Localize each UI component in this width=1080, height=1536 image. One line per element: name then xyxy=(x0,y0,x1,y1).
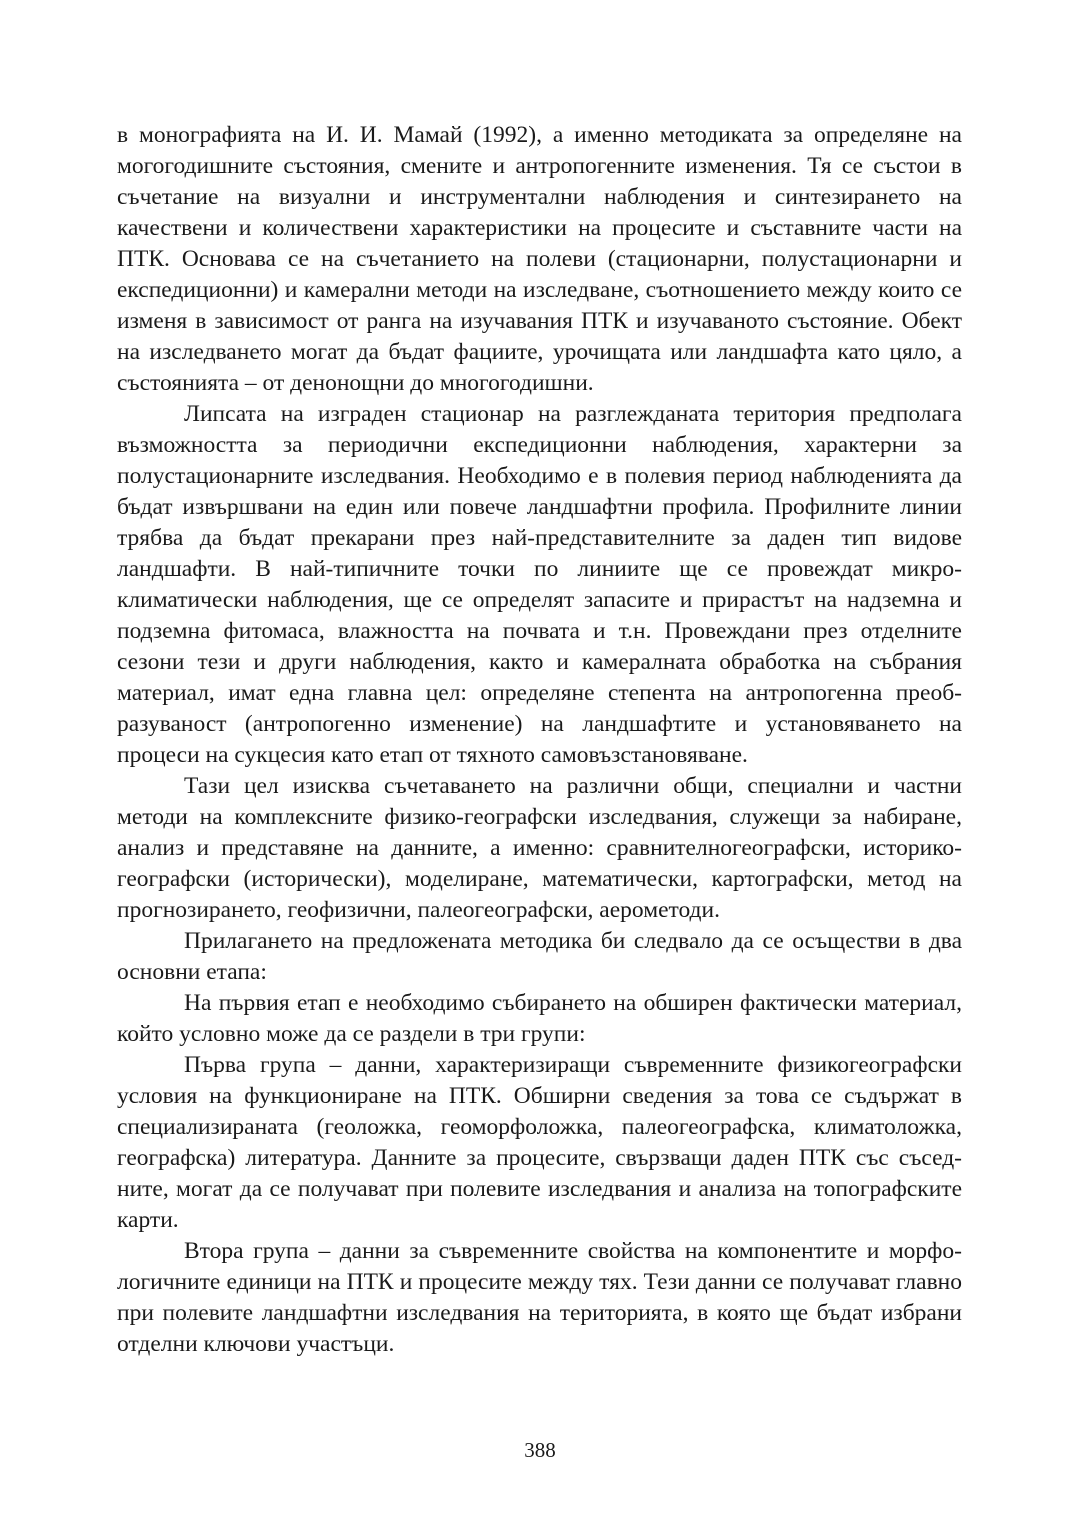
page-number: 388 xyxy=(524,1438,556,1462)
paragraph: Тази цел изисква съчетаването на различни общи, специални и частни методи на комплексните физико-географски изследвания, служещи за набиране, анализ и представяне на данните, а именно: сравнителногеографски, историко-географски (исторически), моделиране, математически, картографски, метод на прогнозирането, геофизични, палеогеографски, аерометоди. xyxy=(117,773,962,923)
paragraph: Прилагането на предложената методика би следвало да се осъществи в два основни етапа: xyxy=(117,928,962,985)
paragraph-continuation: в монографията на И. И. Мамай (1992), а именно методиката за определяне на могогодишните състояния, смените и антропогенните изменения. Тя се състои в съчетание на визуални и инструментални наблюдения и синтезирането на качествени и количествени характеристики на процесите и съставните части на ПТК. Основава се на съчетанието на полеви (стационарни, полустационарни и експедиционни) и камерални методи на изследване, съотношението между които се изменя в зависимост от ранга на изучавания ПТК и изучаваното състояние. Обект на изследването могат да бъдат фациите, урочищата или ландшафта като цяло, а състоянията – от денонощни до многогодишни. xyxy=(117,122,962,396)
paragraph: Липсата на изграден стационар на разглежданата територия предполага възможността за периодични експедиционни наблюдения, характерни за полустационарните изследвания. Необходимо е в полевия период наблюденията да бъдат извършвани на един или повече ландшафтни профила. Профилните линии трябва да бъдат прекарани през най-представителните за даден тип видове ландшафти. В най-типичните точки по линиите ще се провеждат микроклиматически наблюдения, ще се определят запасите и прирастът на надземна и подземна фитомаса, влажността на почвата и т.н. Провеждани през отделните сезони тези и други наблюдения, както и камералната обработка на събрания материал, имат една главна цел: определяне степента на антропогенна преобразуваност (антропогенно изменение) на ландшафтите и установяването на процеси на сукцесия като етап от тяхното самовъзстановяване. xyxy=(117,401,962,768)
paragraph: Първа група – данни, характеризиращи съвременните физикогеографски условия на функциониране на ПТК. Обширни сведения за това се съдържат в специализираната (геоложка, геоморфоложка, палеогеографска, климатоложка, географска) литература. Данните за процесите, свързващи даден ПТК със съседните, могат да се получават при полевите изследвания и анализа на топографските карти. xyxy=(117,1052,962,1233)
paragraph: Втора група – данни за съвременните свойства на компонентите и морфологичните единици на ПТК и процесите между тях. Тези данни се получават главно при полевите ландшафтни изследвания на територията, в която ще бъдат избрани отделни ключови участъци. xyxy=(117,1238,962,1357)
body-text xyxy=(117,120,962,1360)
paragraph: На първия етап е необходимо събирането на обширен фактически материал, който условно може да се раздели в три групи: xyxy=(117,990,962,1047)
